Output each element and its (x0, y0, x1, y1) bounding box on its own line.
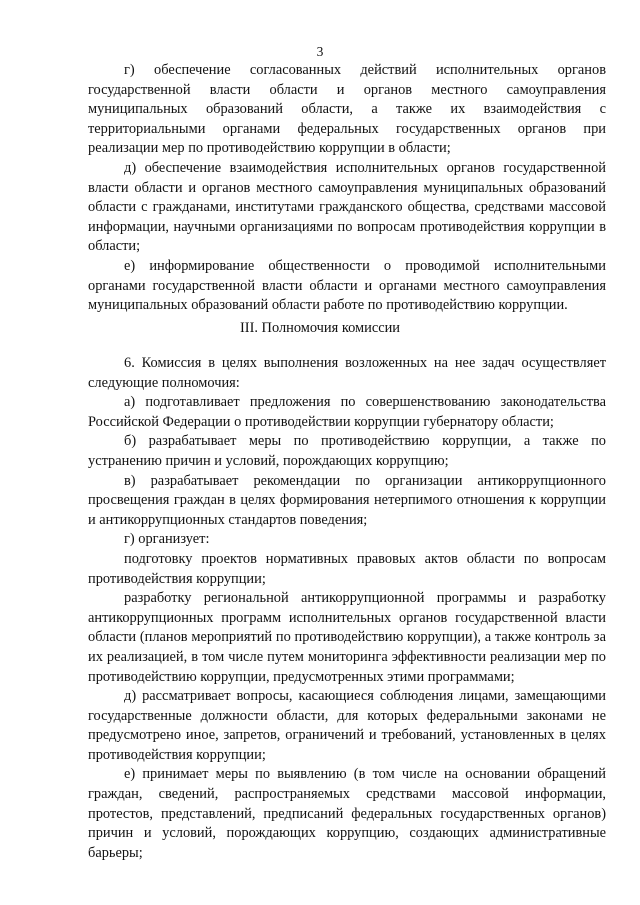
paragraph-power-b: б) разрабатывает меры по противодействию коррупции, а также по устранению причин и условий, порождающих коррупцию; (88, 433, 606, 469)
paragraph-item-g: г) обеспечение согласованных действий исполнительных органов государственной власти области и органов местного самоуправления муниципальных образований области, а также их взаимодействия с территориальными органами федеральных государственных органов при реализации мер по противодействию коррупции в области; (88, 62, 606, 157)
paragraph-item-d: д) обеспечение взаимодействия исполнительных органов государственной власти области и органов местного самоуправления муниципальных образований области с гражданами, институтами гражданского общества, средствами массовой информации, научными организациями по вопросам противодействия коррупции в области; (88, 159, 606, 255)
paragraph-power-g-1: подготовку проектов нормативных правовых актов области по вопросам противодействия коррупции; (88, 550, 606, 587)
paragraph-power-g-2: разработку региональной антикоррупционной программы и разработку антикоррупционных программ исполнительных органов государственной власти области (планов мероприятий по противодействию коррупции), а также контроль за их реализацией, в том числе путем мониторинга эффективности реализации мер по противодействию коррупции, предусмотренных этими программами; (88, 590, 606, 685)
page-number: 3 (316, 44, 324, 59)
paragraph-power-d: д) рассматривает вопросы, касающиеся соблюдения лицами, замещающими государственные должности области, для которых федеральными законами не предусмотрено иное, запретов, ограничений и требований, установленных в целях противодействия коррупции; (88, 688, 606, 763)
paragraph-power-a: а) подготавливает предложения по совершенствованию законодательства Российской Федерации о противодействии коррупции губернатору области; (88, 394, 606, 430)
body-text-top (88, 61, 606, 316)
section-heading: III. Полномочия комиссии (239, 320, 401, 336)
paragraph-item-e: е) информирование общественности о проводимой исполнительными органами государственной власти области и органами местного самоуправления муниципальных образований области работе по противодействию коррупции. (88, 257, 606, 314)
paragraph-clause-6: 6. Комиссия в целях выполнения возложенных на нее задач осуществляет следующие полномочия: (88, 355, 606, 391)
paragraph-power-v: в) разрабатывает рекомендации по организации антикоррупционного просвещения граждан в целях формирования нетерпимого отношения к коррупции и антикоррупционных стандартов поведения; (88, 472, 606, 528)
paragraph-power-e: е) принимает меры по выявлению (в том числе на основании обращений граждан, сведений, распространяемых средствами массовой информации, протестов, представлений, предписаний федеральных государственных органов) причин и условий, порождающих коррупцию, создающих административные барьеры; (88, 766, 606, 861)
body-text-bottom (88, 354, 606, 863)
paragraph-power-g: г) организует: (124, 531, 210, 548)
